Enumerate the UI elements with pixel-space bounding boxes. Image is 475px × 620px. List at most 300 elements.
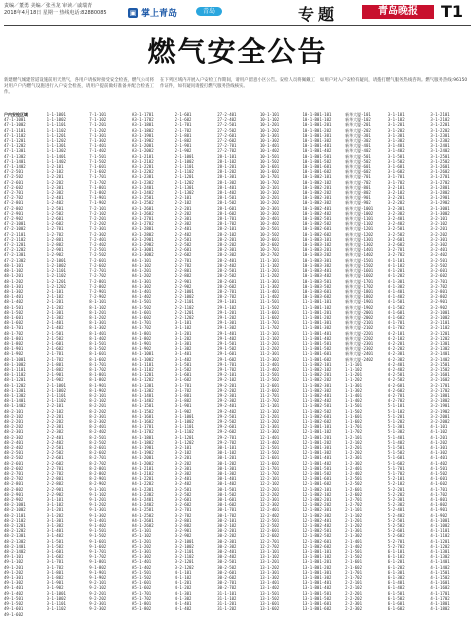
address-entry: 4-2-101 bbox=[387, 330, 405, 336]
address-entry: 2-2-602 bbox=[46, 460, 64, 466]
address-entry: 49-1-402 bbox=[4, 590, 24, 596]
address-entry: 新华大厦-2102 bbox=[345, 325, 374, 331]
address-entry: 9-1-301 bbox=[89, 507, 107, 513]
address-entry: 1-1-1002 bbox=[46, 117, 66, 123]
address-entry: 28-1-201 bbox=[217, 164, 237, 170]
address-entry: 11-2-302 bbox=[259, 356, 280, 362]
address-entry: 47-2-702 bbox=[4, 195, 24, 201]
address-entry: 2-2-501 bbox=[46, 445, 64, 450]
address-entry: 10-1-301 bbox=[259, 132, 280, 138]
address-entry: 1-1-1302 bbox=[46, 148, 66, 154]
address-entry: 2-1-801 bbox=[174, 132, 192, 138]
address-entry: 新华大厦-1801 bbox=[345, 288, 374, 294]
address-entry: 1-1-1301 bbox=[46, 143, 66, 149]
address-entry: 9-2-102 bbox=[89, 585, 107, 591]
address-entry: 新华大厦-301 bbox=[345, 132, 371, 138]
address-entry: 2-2-902 bbox=[174, 283, 192, 289]
address-entry: 5-2-102 bbox=[387, 481, 405, 487]
address-entry: 7-2-402 bbox=[89, 242, 107, 248]
address-entry: 49-1-501 bbox=[4, 595, 24, 601]
address-entry: 4-1-601 bbox=[430, 476, 448, 482]
address-entry: 7-2-501 bbox=[89, 247, 107, 253]
address-entry: 48-1-402 bbox=[4, 299, 24, 305]
address-entry: 1-1-702 bbox=[345, 429, 362, 435]
address-entry: 11-2-201 bbox=[259, 340, 280, 346]
address-entry: 29-1-701 bbox=[217, 361, 237, 367]
address-entry: 48-1-602 bbox=[4, 320, 24, 326]
address-entry: 4-1-101 bbox=[174, 569, 192, 575]
address-entry: 4-2-702 bbox=[387, 398, 405, 404]
address-entry: 4-1-102 bbox=[174, 575, 192, 581]
address-entry: 48-2-502 bbox=[4, 455, 24, 461]
address-entry: 30-2-302 bbox=[217, 543, 237, 549]
address-entry: A4-1-401 bbox=[131, 288, 152, 294]
address-entry: A3-1-2001 bbox=[131, 143, 154, 149]
address-entry: 3-1-3001 bbox=[430, 205, 450, 211]
address-entry: 3-2-1701 bbox=[430, 382, 450, 388]
address-entry: 3-1-802 bbox=[174, 398, 192, 404]
address-entry: 12-1-B01-102 bbox=[302, 429, 332, 435]
address-entry: 新华大厦-2002 bbox=[345, 314, 374, 320]
address-entry: 11-1-201 bbox=[259, 268, 280, 274]
address-entry: 7-2-502 bbox=[89, 252, 107, 258]
address-entry: 29-1-102 bbox=[217, 304, 237, 310]
address-entry: 4-1-1701 bbox=[430, 590, 450, 596]
address-entry: 5-1-702 bbox=[387, 471, 405, 477]
address-entry: 3-2-302 bbox=[430, 242, 448, 248]
address-entry: 1-2-402 bbox=[345, 471, 362, 477]
address-entry: 10-1-B03-601 bbox=[302, 288, 332, 294]
address-entry: 2-2-901 bbox=[46, 486, 64, 492]
address-entry: A4-1-301 bbox=[131, 278, 152, 284]
address-entry: 8-1-901 bbox=[89, 382, 107, 388]
address-entry: 12-2-301 bbox=[259, 497, 280, 503]
address-entry: 6-1-101 bbox=[387, 549, 405, 555]
address-entry: 6-1-401 bbox=[387, 580, 405, 586]
address-entry: A4-1-2102 bbox=[131, 471, 154, 477]
address-entry: 3-2-1901 bbox=[430, 403, 450, 409]
address-entry: 3-1-802 bbox=[46, 575, 64, 581]
address-entry: 3-1-302 bbox=[46, 523, 64, 529]
address-entry: 4-1-402 bbox=[174, 606, 192, 612]
address-entry: 30-2-602 bbox=[217, 575, 237, 581]
address-entry: 3-1-401 bbox=[46, 528, 64, 534]
address-entry: 13-1-101 bbox=[259, 549, 280, 555]
address-entry: 2-1-1002 bbox=[46, 387, 66, 393]
address-entry: 1-1-502 bbox=[345, 408, 362, 414]
address-entry: 新华大厦-601 bbox=[345, 164, 371, 170]
date-line: 2018年4月18日 星期一 热线电话:82880085 bbox=[4, 10, 107, 16]
address-entry: 3-2-801 bbox=[430, 288, 448, 294]
address-entry: 10-1-B03-302 bbox=[302, 262, 332, 268]
address-entry: 28-2-202 bbox=[217, 242, 237, 248]
address-entry: 12-1-B02-501 bbox=[302, 528, 332, 534]
address-entry: 7-2-902 bbox=[89, 294, 107, 300]
address-entry: 49-1-102 bbox=[4, 559, 24, 565]
address-entry: A3-1-2901 bbox=[131, 236, 154, 242]
address-entry: 4-1-202 bbox=[430, 439, 448, 445]
address-entry: 11-1-B01-601 bbox=[302, 351, 332, 357]
address-entry: 48-1-902 bbox=[4, 351, 24, 357]
address-entry: 3-1-902 bbox=[174, 408, 192, 414]
address-entry: 1-1-1001 bbox=[46, 112, 66, 117]
address-entry: 新华大厦-1002 bbox=[345, 210, 374, 216]
address-entry: 28-2-102 bbox=[217, 231, 237, 237]
address-entry: 3-1-2602 bbox=[430, 169, 450, 175]
address-entry: 13-1-B01-201 bbox=[302, 559, 332, 565]
address-entry: 3-1-602 bbox=[174, 377, 192, 383]
address-entry: 28-1-501 bbox=[217, 195, 237, 201]
address-entry: 30-2-402 bbox=[217, 554, 237, 560]
address-entry: 30-2-102 bbox=[217, 523, 237, 529]
address-entry: 28-2-302 bbox=[217, 252, 237, 258]
address-entry: 3-2-1201 bbox=[174, 559, 194, 565]
address-entry: 47-1-1201 bbox=[4, 138, 26, 144]
address-entry: 3-2-702 bbox=[430, 283, 448, 289]
address-entry: 48-2-1102 bbox=[4, 517, 26, 523]
address-entry: A4-1-902 bbox=[131, 346, 152, 352]
headline: 燃气安全公告 bbox=[147, 35, 328, 68]
address-entry: A4-1-1701 bbox=[131, 424, 154, 430]
address-entry: A4-1-1401 bbox=[131, 392, 154, 398]
address-entry: 7-2-601 bbox=[89, 257, 107, 263]
address-entry: A3-1-2301 bbox=[131, 174, 154, 180]
address-entry: 8-1-201 bbox=[89, 309, 107, 315]
address-entry: 1-1-1101 bbox=[46, 122, 66, 128]
address-entry: 3-2-101 bbox=[387, 184, 405, 190]
address-entry: 28-1-602 bbox=[217, 210, 237, 216]
address-entry: 48-2-1402 bbox=[4, 549, 26, 555]
address-entry: 30-2-502 bbox=[217, 564, 237, 570]
address-entry: 3-1-402 bbox=[46, 533, 64, 539]
address-entry: 29-1-201 bbox=[217, 309, 237, 315]
address-entry: 2-1-701 bbox=[174, 122, 192, 128]
address-entry: A4-1-1202 bbox=[131, 377, 154, 383]
address-entry: 4-2-401 bbox=[387, 361, 405, 367]
address-entry: 12-1-B01-402 bbox=[302, 460, 332, 466]
address-entry: 5-2-501 bbox=[387, 517, 405, 523]
address-entry: 4-1-1102 bbox=[430, 533, 450, 539]
address-entry: A4-1-2002 bbox=[131, 460, 154, 466]
address-entry: 12-1-701 bbox=[259, 465, 280, 471]
address-entry: 9-1-902 bbox=[89, 575, 107, 581]
address-entry: 3-2-1101 bbox=[430, 320, 450, 326]
address-entry: 4-2-301 bbox=[387, 351, 405, 357]
address-entry: 1-2-101 bbox=[345, 434, 362, 440]
address-entry: 1-2-702 bbox=[345, 502, 362, 508]
address-entry: 49-1-301 bbox=[4, 575, 24, 581]
address-entry: 2-2-101 bbox=[345, 580, 362, 586]
address-entry: 4-1-1301 bbox=[430, 549, 450, 555]
address-entry: 12-1-401 bbox=[259, 434, 280, 440]
address-entry: 13-1-B01-101 bbox=[302, 549, 332, 555]
address-entry: 6-1-602 bbox=[387, 606, 405, 612]
address-entry: 1-2-1002 bbox=[46, 262, 66, 268]
address-entry: 6-1-402 bbox=[387, 585, 405, 591]
address-entry: 10-1-B01-601 bbox=[302, 164, 332, 170]
address-entry: 4-1-1302 bbox=[430, 554, 450, 560]
address-entry: 2-1-302 bbox=[345, 533, 362, 539]
address-entry: 1-2-602 bbox=[345, 491, 362, 497]
address-entry: 48-2-402 bbox=[4, 445, 24, 450]
address-entry: 48-2-601 bbox=[4, 460, 24, 466]
address-entry: 30-1-101 bbox=[217, 445, 237, 450]
address-entry: 3-2-202 bbox=[430, 231, 448, 237]
address-entry: 4-1-1801 bbox=[430, 601, 450, 607]
address-entry: 30-1-701 bbox=[217, 507, 237, 513]
address-entry: 3-1-501 bbox=[174, 361, 192, 367]
address-entry: 13-1-402 bbox=[259, 585, 280, 591]
address-entry: 11-1-B01-501 bbox=[302, 340, 332, 346]
address-entry: 5-1-602 bbox=[387, 460, 405, 466]
address-entry: 28-1-402 bbox=[217, 190, 237, 196]
address-entry: 8-2-901 bbox=[89, 476, 107, 482]
address-entry: 2-2-102 bbox=[345, 585, 362, 591]
address-entry: 48-1-1301 bbox=[4, 387, 26, 393]
address-entry: 8-1-601 bbox=[89, 351, 107, 357]
address-entry: 9-1-401 bbox=[89, 517, 107, 523]
address-entry: 48-1-502 bbox=[4, 309, 24, 315]
address-entry: 3-1-301 bbox=[174, 340, 192, 346]
address-entry: 4-1-401 bbox=[430, 455, 448, 461]
address-entry: 12-2-601 bbox=[259, 528, 280, 534]
editor-line: 责编／董勇 美编／张丞龙 审读／戚瑞青 bbox=[4, 3, 93, 9]
address-entry: 7-2-301 bbox=[89, 226, 107, 232]
address-entry: 3-2-502 bbox=[174, 491, 192, 497]
address-entry: 4-1-202 bbox=[174, 585, 192, 591]
address-entry: 29-2-502 bbox=[217, 418, 237, 424]
address-entry: 1-1-1102 bbox=[46, 127, 66, 133]
address-entry: 9-2-301 bbox=[89, 601, 107, 607]
address-entry: 1-2-302 bbox=[46, 190, 64, 196]
address-entry: 2-2-302 bbox=[174, 221, 192, 227]
address-entry: 10-1-601 bbox=[259, 164, 280, 170]
address-entry: 2-1-602 bbox=[174, 117, 192, 123]
address-entry: 3-2-201 bbox=[387, 195, 405, 201]
address-entry: 3-1-2102 bbox=[430, 117, 450, 123]
address-entry: 1-2-202 bbox=[46, 179, 64, 185]
address-entry: 11-1-B02-501 bbox=[302, 403, 332, 409]
address-entry: 2-1-102 bbox=[46, 294, 64, 300]
address-entry: 3-1-1001 bbox=[174, 413, 194, 419]
address-entry: 4-2-602 bbox=[387, 387, 405, 393]
address-entry: A5-1-601 bbox=[131, 580, 152, 586]
page-number: T1 bbox=[441, 2, 464, 21]
address-entry: A3-1-2802 bbox=[131, 231, 154, 237]
address-entry: 新华大厦-401 bbox=[345, 143, 371, 149]
address-entry: 1-1-102 bbox=[345, 366, 362, 372]
address-entry: 3-1-702 bbox=[387, 179, 405, 185]
address-entry: 7-1-401 bbox=[89, 143, 107, 149]
address-entry: 新华大厦-502 bbox=[345, 158, 371, 164]
address-entry: 3-2-1501 bbox=[430, 361, 450, 367]
address-entry: 2-1-1001 bbox=[46, 382, 66, 388]
address-entry: A4-1-102 bbox=[131, 262, 152, 268]
intro-paragraph-middle: 在下列区域内开展入户安检工作期间，请用户留意小区公告。安检人员将佩戴工作证件，如有疑问请拨打燃气服务热线核实。 bbox=[160, 78, 315, 89]
address-entry: 30-2-702 bbox=[217, 585, 237, 591]
address-entry: 27-2-502 bbox=[217, 127, 237, 133]
address-entry: 12-1-402 bbox=[259, 439, 280, 445]
address-entry: 1-2-502 bbox=[46, 210, 64, 216]
address-entry: 10-1-B03-402 bbox=[302, 273, 332, 279]
address-entry: 11-1-302 bbox=[259, 283, 280, 289]
address-entry: 2-1-1201 bbox=[174, 174, 194, 180]
address-entry: 3-2-402 bbox=[430, 252, 448, 258]
address-entry: 12-2-101 bbox=[259, 476, 280, 482]
address-entry: 2-1-902 bbox=[46, 377, 64, 383]
address-entry: 29-2-201 bbox=[217, 382, 237, 388]
address-entry: 7-2-901 bbox=[89, 288, 107, 294]
address-entry: 2-2-801 bbox=[174, 268, 192, 274]
address-entry: 5-1-401 bbox=[387, 434, 405, 440]
address-entry: 10-1-B03-101 bbox=[302, 236, 332, 242]
address-entry: 30-2-201 bbox=[217, 528, 237, 534]
address-entry: 10-1-B03-501 bbox=[302, 278, 332, 284]
address-entry: 13-1-202 bbox=[259, 564, 280, 570]
address-entry: 3-1-301 bbox=[387, 132, 405, 138]
address-column bbox=[217, 112, 258, 616]
address-entry: 4-1-201 bbox=[430, 434, 448, 440]
address-entry: 2-1-1101 bbox=[46, 392, 66, 398]
address-entry: A4-1-1702 bbox=[131, 429, 154, 435]
address-entry: 12-1-B01-101 bbox=[302, 424, 332, 430]
address-entry: 8-1-701 bbox=[89, 361, 107, 367]
address-entry: 3-1-301 bbox=[46, 517, 64, 523]
address-entry: 12-1-B01-201 bbox=[302, 434, 332, 440]
address-entry: 7-1-102 bbox=[89, 117, 107, 123]
address-entry: 4-1-301 bbox=[387, 278, 405, 284]
address-entry: 2-2-702 bbox=[174, 262, 192, 268]
address-entry: 3-1-202 bbox=[46, 512, 64, 518]
address-entry: 47-1-1302 bbox=[4, 153, 26, 159]
address-entry: 28-1-401 bbox=[217, 184, 237, 190]
address-entry: 1-2-501 bbox=[345, 476, 362, 482]
address-entry: 3-2-1002 bbox=[174, 543, 194, 549]
address-entry: 4-1-302 bbox=[387, 283, 405, 289]
address-entry: 11-1-B01-201 bbox=[302, 309, 332, 315]
address-entry: 49-1-602 bbox=[4, 611, 24, 616]
address-entry: 2-2-701 bbox=[174, 257, 192, 263]
address-entry: 2-1-1102 bbox=[174, 169, 194, 175]
address-entry: 4-1-502 bbox=[387, 304, 405, 310]
address-entry: 10-1-B02-202 bbox=[302, 190, 332, 196]
address-entry: 13-1-B01-102 bbox=[302, 554, 332, 560]
address-entry: 8-1-502 bbox=[89, 346, 107, 352]
address-entry: 10-1-B02-401 bbox=[302, 205, 332, 211]
address-entry: 1-2-101 bbox=[46, 164, 64, 170]
address-entry: 28-2-402 bbox=[217, 262, 237, 268]
address-entry: 11-1-B02-102 bbox=[302, 366, 332, 372]
address-entry: 8-2-801 bbox=[89, 465, 107, 471]
address-entry: 12-2-202 bbox=[259, 491, 280, 497]
address-entry: 新华大厦-2302 bbox=[345, 346, 374, 352]
address-entry: 新华大厦-2202 bbox=[345, 335, 374, 341]
address-entry: 5-2-201 bbox=[387, 486, 405, 492]
address-entry: 8-2-201 bbox=[89, 403, 107, 409]
address-entry: 5-1-502 bbox=[387, 450, 405, 456]
address-entry: 10-2-702 bbox=[259, 252, 280, 258]
address-entry: 48-2-801 bbox=[4, 481, 24, 487]
address-entry: 新华大厦-702 bbox=[345, 179, 371, 185]
address-entry: 47-1-1102 bbox=[4, 132, 26, 138]
address-entry: 30-1-401 bbox=[217, 476, 237, 482]
address-entry: 3-2-501 bbox=[174, 486, 192, 492]
address-entry: 2-2-1202 bbox=[174, 314, 194, 320]
address-entry: 4-2-502 bbox=[387, 377, 405, 383]
address-entry: A4-1-2302 bbox=[131, 491, 154, 497]
address-entry: 48-2-1401 bbox=[4, 543, 26, 549]
address-entry: 10-1-702 bbox=[259, 179, 280, 185]
address-entry: 新华大厦-1402 bbox=[345, 252, 374, 258]
address-entry: 12-1-B01-401 bbox=[302, 455, 332, 461]
address-entry: 29-1-101 bbox=[217, 299, 237, 305]
address-entry: 29-2-302 bbox=[217, 398, 237, 404]
address-entry: 10-1-B02-302 bbox=[302, 200, 332, 206]
address-entry: 2-1-501 bbox=[345, 549, 362, 555]
address-entry: 3-2-101 bbox=[174, 445, 192, 450]
address-entry: 8-2-902 bbox=[89, 481, 107, 487]
address-entry: 新华大厦-801 bbox=[345, 184, 371, 190]
address-entry: 11-2-101 bbox=[259, 330, 280, 336]
address-entry: A5-1-202 bbox=[131, 543, 152, 549]
address-entry: 11-1-601 bbox=[259, 309, 280, 315]
address-entry: 11-1-B02-602 bbox=[302, 418, 332, 424]
address-entry: 2-2-901 bbox=[174, 278, 192, 284]
address-entry: 8-2-501 bbox=[89, 434, 107, 440]
address-entry: 1-2-402 bbox=[46, 200, 64, 206]
address-entry: A4-1-2401 bbox=[131, 497, 154, 503]
address-entry: 新华大厦-701 bbox=[345, 174, 371, 180]
address-entry: A5-1-502 bbox=[131, 575, 152, 581]
address-entry: 3-2-901 bbox=[430, 299, 448, 305]
address-entry: 3-2-1902 bbox=[430, 408, 450, 414]
address-entry: 11-2-402 bbox=[259, 366, 280, 372]
address-entry: 48-1-202 bbox=[4, 278, 24, 284]
address-entry: 30-1-301 bbox=[217, 465, 237, 471]
address-entry: 3-2-1102 bbox=[430, 325, 450, 331]
address-entry: 12-1-301 bbox=[259, 424, 280, 430]
address-entry: 11-2-301 bbox=[259, 351, 280, 357]
address-entry: 13-1-B01-401 bbox=[302, 580, 332, 586]
address-entry: A3-1-1802 bbox=[131, 127, 154, 133]
address-entry: 3-1-701 bbox=[387, 174, 405, 180]
address-entry: 6-1-102 bbox=[387, 554, 405, 560]
address-entry: 11-1-602 bbox=[259, 314, 280, 320]
address-entry: 28-2-701 bbox=[217, 288, 237, 294]
address-entry: 2-2-102 bbox=[46, 408, 64, 414]
address-entry: 8-2-702 bbox=[89, 460, 107, 466]
address-entry: 2-2-101 bbox=[174, 195, 192, 201]
address-entry: A4-1-1601 bbox=[131, 413, 154, 419]
address-entry: 5-1-302 bbox=[387, 429, 405, 435]
address-entry: 8-2-601 bbox=[89, 445, 107, 450]
address-entry: 9-1-601 bbox=[89, 538, 107, 544]
address-entry: 3-2-1801 bbox=[430, 392, 450, 398]
address-entry: 4-1-202 bbox=[387, 273, 405, 279]
address-entry: 48-1-1401 bbox=[4, 398, 26, 404]
address-entry: A5-1-102 bbox=[131, 533, 152, 539]
address-entry: 12-1-702 bbox=[259, 471, 280, 477]
address-entry: A4-1-1802 bbox=[131, 439, 154, 445]
address-entry: 12-2-102 bbox=[259, 481, 280, 487]
address-entry: 28-1-702 bbox=[217, 221, 237, 227]
address-entry: 3-1-101 bbox=[174, 320, 192, 326]
address-entry: 新华大厦-2402 bbox=[345, 356, 374, 362]
address-entry: 2-2-802 bbox=[46, 481, 64, 487]
address-entry: 8-1-602 bbox=[89, 356, 107, 362]
address-entry: 9-1-802 bbox=[89, 564, 107, 570]
address-entry: 3-2-902 bbox=[430, 304, 448, 310]
